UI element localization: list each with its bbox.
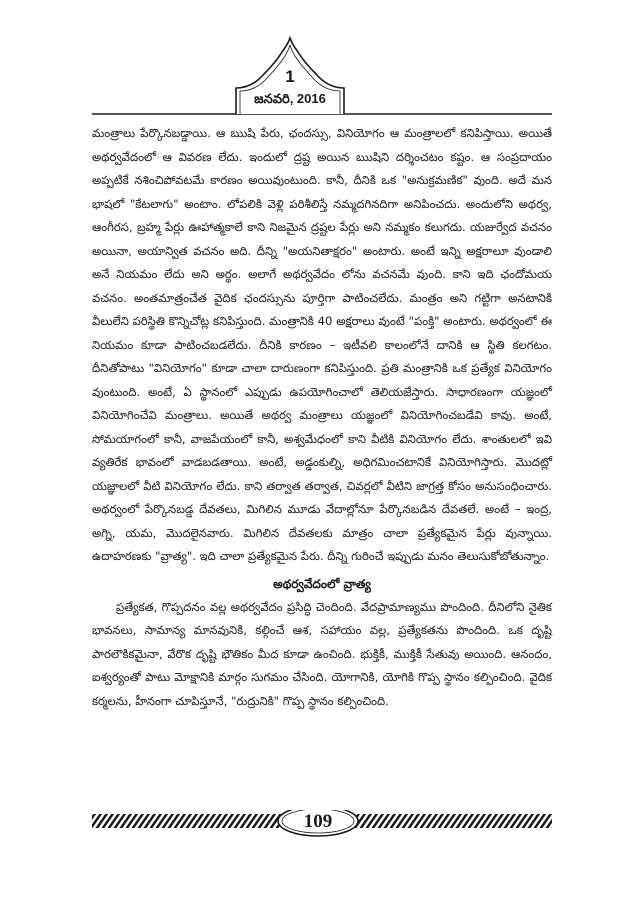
issue-number: 1: [285, 67, 295, 86]
issue-date: జనవరి, 2016: [254, 91, 326, 106]
page-number: 109: [303, 811, 333, 832]
body-paragraph: మంత్రాలు పేర్కొనబడ్డాయి. ఆ ఋషి పేరు, ఛందస్సు, వినియోగం ఆ మంత్రాలలో కనిపిస్తాయి. అయితే అథర్వవేదంలో ఆ వివరణ లేదు. ఇందులో ద్రష్ట అయిన ఋషిని దర్శించటం కష్టం. ఆ సంప్రదాయం అప్పటికే నశించిపోవటమే కారణం అయివుంటుంది. కానీ, దీనికి ఒక "అనుక్రమణిక" వుంది. అదే మన భాషలో "కేటలాగు" అంటాం. లోపలికి వెళ్లి పరిశీలిస్తే నమ్మదగినదిగా అనిపించదు. అందులోని అథర్వ, ఆంగీరస, బ్రహ్మ పేర్లు ఊహాత్మకాలే కాని నిజమైన ద్రష్టల పేర్లు అని నమ్మకం కలుగదు. యజుర్వేద వచనం అయినా, అయాన్విత వచనం అది. దీన్ని "అయనితాక్షరం" అంటారు. అంటే ఇన్ని అక్షరాలూ వుండాలి అనే నియమం లేదు అని అర్థం. అలాగే అథర్వవేదం లోను వచనమే వుంది. కాని ఇది ఛందోమయ వచనం. అంతమాత్రంచేత వైదిక ఛందస్సును పూర్తిగా పాటించలేదు. మంత్రం అని గట్టిగా అనటానికి వీలులేని పరిస్థితి కొన్నిచోట్ల కనిపిస్తుంది. మంత్రానికి 40 అక్షరాలు వుంటే "పంక్తి" అంటారు. అథర్వంలో ఈ నియమం కూడా పాటించబడలేదు. దీనికి కారణం – ఇటీవలి కాలంలోనే దానికి ఆ స్థితి కలగటం. దీనితోపాటు "వినియోగం" కూడా చాలా దారుణంగా కనిపిస్తుంది. ప్రతి మంత్రానికి ఒక ప్రత్యేక వినియోగం వుంటుంది. అంటే, ఏ స్థానంలో ఎప్పుడు ఉపయోగించాలో తెలియజేస్తారు. సాధారణంగా యజ్ఞంలో వినియోగించేవి మంత్రాలు. అయితే అథర్వ మంత్రాలు యజ్ఞంలో వినియోగించబడేవి కావు. అంటే, సోమయాగంలో కానీ, వాజపేయంలో కానీ, అశ్వమేధంలో కాని వీటికి వినియోగం లేదు. శాంతులలో ఇవి వ్యతిరేక భావంలో వాడబడతాయి. అంటే, అడ్డంకుల్ని, అధిగమించటానికే వినియోగిస్తారు. మొదట్లో యజ్ఞాలలో వీటి వినియోగం లేదు. కాని తర్వాత తర్వాత, చివర్లలో వీటిని జాగ్రత్త కోసం అనుసంధించారు. అథర్వంలో పేర్కొనబడ్డ దేవతలు, మిగిలిన మూడు వేదాల్లోనూ పేర్కొనబడిన దేవతలే. అంటే – ఇంద్ర, అగ్ని, యమ, మొదలైనవారు. మిగిలిన దేవతలకు మాత్రం చాలా ప్రత్యేకమైన పేర్లు వున్నాయి. ఉదాహరణకు "వ్రాత్య". ఇది చాలా ప్రత్యేకమైన పేరు. దీన్ని గురించే ఇప్పుడు మనం తెలుసుకోబోతున్నాం.: [92, 126, 552, 563]
article-body: [92, 122, 552, 713]
section-heading: అథర్వవేదంలో వ్రాత్య: [273, 576, 371, 591]
page-header: [0, 0, 634, 118]
body-paragraph: ప్రత్యేకత, గొప్పదనం వల్ల అథర్వవేదం ప్రసిద్ధి చెందింది. వేదప్రామాణ్యము పొందింది. దీనిలోని నైతిక భావనలు, సామాన్య మానవునికి, కల్గించే ఆశ, సహాయం వల్ల, ప్రత్యేకతను పొందింది. ఒక దృష్టి పారలౌకికమైనా, వేరొక దృష్టి భౌతికం మీద కూడా ఉంచింది. భుక్తికీ, ముక్తికీ సేతువు అయింది. ఆనందం, ఐశ్వర్యంతో పాటు మోక్షానికి మార్గం సుగమం చేసింది. యోగానికి, యోగికి గొప్ప స్థానం కల్పించింది. వైదిక కర్మలను, హీనంగా చూపిస్తూనే, "రుద్రునికి" గొప్ప స్థానం కల్పించింది.: [92, 599, 552, 708]
